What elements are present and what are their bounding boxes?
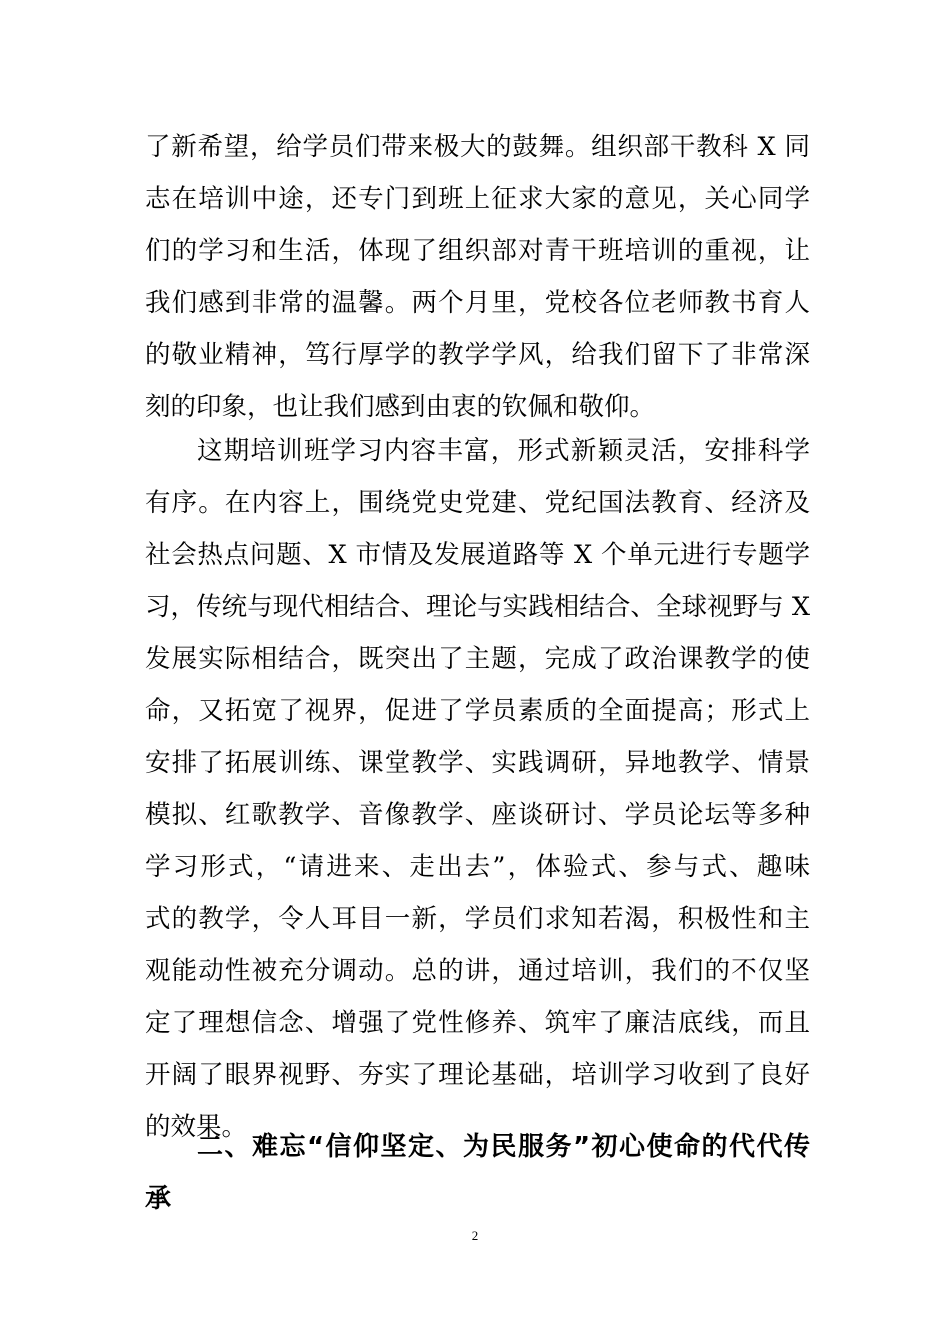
paragraph-line: 开阔了眼界视野、夯实了理论基础，培训学习收到了良好 [145, 1060, 810, 1090]
paragraph-line: 定了理想信念、增强了党性修养、筑牢了廉洁底线，而且 [145, 1008, 810, 1038]
paragraph-line: 志在培训中途，还专门到班上征求大家的意见，关心同学 [145, 184, 810, 214]
paragraph-line: 们的学习和生活，体现了组织部对青干班培训的重视，让 [145, 236, 810, 266]
paragraph-line: 学习形式，“请进来、走出去”，体验式、参与式、趣味 [145, 852, 810, 882]
paragraph-line: 模拟、红歌教学、音像教学、座谈研讨、学员论坛等多种 [145, 800, 810, 830]
paragraph-line: 有序。在内容上，围绕党史党建、党纪国法教育、经济及 [145, 488, 810, 518]
page-number: 2 [471, 1228, 479, 1243]
paragraph-line: 式的教学，令人耳目一新，学员们求知若渴，积极性和主 [145, 904, 810, 934]
paragraph-line: 习，传统与现代相结合、理论与实践相结合、全球视野与 X [145, 592, 810, 622]
paragraph-line: 的效果。 [145, 1112, 248, 1142]
paragraph-line: 命，又拓宽了视界，促进了学员素质的全面提高；形式上 [145, 696, 810, 726]
paragraph-line: 发展实际相结合，既突出了主题，完成了政治课教学的使 [145, 644, 810, 674]
heading-line: 承 [145, 1184, 172, 1214]
paragraph-line: 的敬业精神，笃行厚学的教学学风，给我们留下了非常深 [145, 340, 810, 370]
paragraph-line: 我们感到非常的温馨。两个月里，党校各位老师教书育人 [145, 288, 810, 318]
paragraph-line: 观能动性被充分调动。总的讲，通过培训，我们的不仅坚 [145, 956, 810, 986]
paragraph-line: 社会热点问题、X 市情及发展道路等 X 个单元进行专题学 [145, 540, 810, 570]
paragraph-line: 刻的印象，也让我们感到由衷的钦佩和敬仰。 [145, 392, 656, 422]
heading-line: 二、难忘“信仰坚定、为民服务”初心使命的代代传 [197, 1132, 810, 1162]
paragraph-line: 安排了拓展训练、课堂教学、实践调研，异地教学、情景 [145, 748, 810, 778]
section-heading [145, 1121, 810, 1225]
paragraph-line: 了新希望，给学员们带来极大的鼓舞。组织部干教科 X 同 [145, 132, 810, 162]
paragraph-line: 这期培训班学习内容丰富，形式新颖灵活，安排科学 [197, 436, 810, 466]
paragraph-2 [145, 425, 810, 1153]
paragraph-1 [145, 121, 810, 433]
